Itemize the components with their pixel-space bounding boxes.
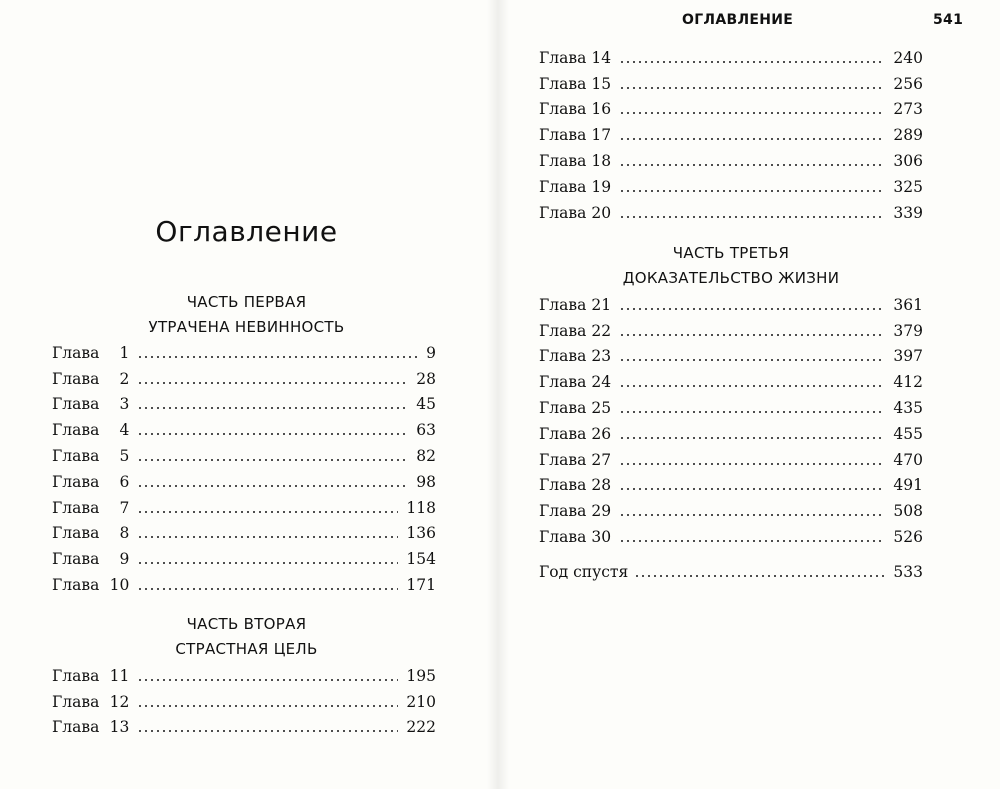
toc-entry — [539, 524, 923, 550]
dot-leader — [137, 484, 408, 488]
dot-leader — [619, 215, 885, 219]
chapter-word: Глава — [539, 502, 587, 521]
chapter-label — [52, 550, 131, 568]
chapter-label — [539, 502, 613, 520]
chapter-label — [52, 499, 131, 517]
chapter-page: 28 — [416, 369, 436, 388]
toc-entry — [539, 395, 923, 421]
chapter-word: Глава — [52, 718, 100, 737]
toc-entry — [52, 443, 436, 469]
toc-entry — [52, 715, 436, 741]
part-three-label: ЧАСТЬ ТРЕТЬЯ — [672, 244, 790, 262]
chapter-label — [539, 399, 613, 417]
chapter-word: Глава — [539, 373, 587, 392]
chapter-page: 82 — [416, 447, 436, 466]
chapter-number: 24 — [591, 373, 612, 392]
dot-leader — [619, 60, 885, 64]
chapter-number: 23 — [591, 347, 612, 366]
chapter-page: 339 — [893, 203, 923, 222]
chapter-word: Глава — [539, 399, 587, 418]
chapter-page: 136 — [406, 524, 436, 543]
page-gutter — [487, 0, 509, 789]
chapter-number: 13 — [109, 718, 130, 737]
epilogue-entry-list — [539, 559, 923, 585]
toc-entry — [539, 97, 923, 123]
chapter-word: Глава — [539, 347, 587, 366]
chapter-word: Глава — [52, 550, 100, 569]
chapter-word: Глава — [52, 421, 100, 440]
dot-leader — [619, 513, 885, 517]
dot-leader — [137, 355, 418, 359]
dot-leader — [619, 307, 885, 311]
chapter-label — [52, 344, 131, 362]
chapter-word: Глава — [52, 369, 100, 388]
chapter-word: Глава — [52, 472, 100, 491]
chapter-label — [52, 718, 131, 736]
chapter-label — [52, 395, 131, 413]
dot-leader — [619, 163, 885, 167]
chapter-word: Глава — [52, 692, 100, 711]
toc-entry — [539, 292, 923, 318]
dot-leader — [619, 111, 885, 115]
epilogue-page: 533 — [893, 562, 923, 581]
part-one-subtitle: УТРАЧЕНА НЕВИННОСТЬ — [148, 318, 345, 336]
part-two-heading — [0, 612, 493, 662]
chapter-page: 325 — [893, 177, 923, 196]
dot-leader — [137, 406, 408, 410]
chapter-number: 11 — [109, 666, 130, 685]
dot-leader — [137, 704, 398, 708]
chapter-page: 63 — [416, 421, 436, 440]
chapter-word: Глава — [52, 576, 100, 595]
dot-leader — [619, 86, 885, 90]
chapter-label — [52, 473, 131, 491]
dot-leader — [137, 535, 398, 539]
part-one-heading — [0, 290, 493, 340]
running-head-page-number: 541 — [933, 12, 964, 28]
chapter-page: 195 — [406, 666, 436, 685]
chapter-label — [539, 49, 613, 67]
chapter-label — [52, 576, 131, 594]
chapter-label — [539, 425, 613, 443]
dot-leader — [137, 458, 408, 462]
toc-entry — [539, 45, 923, 71]
chapter-number: 29 — [591, 502, 612, 521]
chapter-number: 21 — [591, 295, 612, 314]
chapter-page: 412 — [893, 373, 923, 392]
toc-entry — [52, 689, 436, 715]
chapter-label — [539, 373, 613, 391]
chapter-page: 222 — [406, 718, 436, 737]
part-three-heading — [539, 241, 923, 291]
chapter-number: 22 — [591, 321, 612, 340]
chapter-number: 14 — [591, 48, 612, 67]
dot-leader — [619, 487, 885, 491]
chapter-label — [539, 75, 613, 93]
toc-entry — [52, 417, 436, 443]
chapter-number: 2 — [119, 369, 130, 388]
dot-leader — [619, 436, 885, 440]
toc-entry — [539, 318, 923, 344]
dot-leader — [619, 333, 885, 337]
part-one-label: ЧАСТЬ ПЕРВАЯ — [186, 293, 307, 311]
dot-leader — [137, 510, 398, 514]
dot-leader — [137, 381, 408, 385]
chapter-number: 27 — [591, 450, 612, 469]
chapter-label — [539, 476, 613, 494]
toc-entry — [52, 366, 436, 392]
toc-entry — [52, 546, 436, 572]
chapter-number: 4 — [119, 421, 130, 440]
chapter-number: 15 — [591, 74, 612, 93]
toc-entry — [52, 495, 436, 521]
chapter-page: 9 — [426, 343, 436, 362]
chapter-number: 3 — [119, 395, 130, 414]
chapter-number: 25 — [591, 399, 612, 418]
part-two-label: ЧАСТЬ ВТОРАЯ — [186, 615, 307, 633]
chapter-number: 9 — [119, 550, 130, 569]
chapter-label — [539, 347, 613, 365]
chapter-number: 19 — [591, 177, 612, 196]
chapter-number: 30 — [591, 528, 612, 547]
chapter-page: 306 — [893, 152, 923, 171]
toc-entry — [52, 663, 436, 689]
chapter-number: 20 — [591, 203, 612, 222]
chapter-word: Глава — [52, 524, 100, 543]
chapter-page: 118 — [406, 498, 436, 517]
chapter-page: 273 — [893, 100, 923, 119]
toc-entry — [539, 447, 923, 473]
running-head-title: ОГЛАВЛЕНИЕ — [682, 12, 794, 28]
dot-leader — [619, 462, 885, 466]
chapter-word: Глава — [539, 126, 587, 145]
chapter-label — [539, 100, 613, 118]
part-two-chapter-list-right — [539, 45, 923, 226]
toc-entry — [539, 174, 923, 200]
chapter-number: 8 — [119, 524, 130, 543]
chapter-word: Глава — [539, 152, 587, 171]
dot-leader — [137, 587, 398, 591]
toc-entry — [539, 122, 923, 148]
chapter-number: 12 — [109, 692, 130, 711]
chapter-page: 379 — [893, 321, 923, 340]
chapter-page: 98 — [416, 472, 436, 491]
chapter-page: 491 — [893, 476, 923, 495]
chapter-page: 470 — [893, 450, 923, 469]
toc-entry — [539, 200, 923, 226]
chapter-label — [52, 667, 131, 685]
chapter-word: Глава — [539, 528, 587, 547]
toc-entry-epilogue — [539, 559, 923, 585]
dot-leader — [619, 539, 885, 543]
chapter-page: 361 — [893, 295, 923, 314]
chapter-word: Глава — [52, 498, 100, 517]
chapter-label — [539, 178, 613, 196]
chapter-word: Глава — [539, 476, 587, 495]
chapter-word: Глава — [539, 177, 587, 196]
toc-entry — [52, 521, 436, 547]
toc-entry — [52, 340, 436, 366]
chapter-number: 18 — [591, 152, 612, 171]
dot-leader — [137, 678, 398, 682]
dot-leader — [137, 432, 408, 436]
toc-entry — [539, 71, 923, 97]
dot-leader — [619, 189, 885, 193]
chapter-page: 154 — [406, 550, 436, 569]
toc-entry — [539, 148, 923, 174]
chapter-page: 508 — [893, 502, 923, 521]
chapter-label — [52, 693, 131, 711]
part-three-chapter-list — [539, 292, 923, 550]
chapter-page: 435 — [893, 399, 923, 418]
chapter-word: Глава — [539, 321, 587, 340]
chapter-number: 6 — [119, 472, 130, 491]
toc-entry — [52, 572, 436, 598]
chapter-label — [52, 421, 131, 439]
toc-entry — [52, 392, 436, 418]
chapter-label — [539, 152, 613, 170]
chapter-page: 171 — [406, 576, 436, 595]
chapter-word: Глава — [52, 395, 100, 414]
chapter-number: 28 — [591, 476, 612, 495]
part-two-subtitle: СТРАСТНАЯ ЦЕЛЬ — [175, 640, 318, 658]
chapter-page: 455 — [893, 424, 923, 443]
chapter-label — [52, 447, 131, 465]
chapter-page: 397 — [893, 347, 923, 366]
dot-leader — [619, 410, 885, 414]
chapter-word: Глава — [539, 48, 587, 67]
dot-leader — [137, 729, 398, 733]
chapter-word: Глава — [52, 343, 100, 362]
chapter-label — [539, 204, 613, 222]
chapter-label — [539, 528, 613, 546]
toc-entry — [539, 473, 923, 499]
chapter-page: 289 — [893, 126, 923, 145]
chapter-label — [539, 451, 613, 469]
dot-leader — [619, 358, 885, 362]
toc-title: Оглавление — [155, 215, 338, 248]
chapter-number: 17 — [591, 126, 612, 145]
part-one-chapter-list — [52, 340, 436, 598]
chapter-page: 210 — [406, 692, 436, 711]
chapter-word: Глава — [539, 450, 587, 469]
dot-leader — [619, 384, 885, 388]
chapter-word: Глава — [539, 203, 587, 222]
chapter-label — [539, 296, 613, 314]
chapter-word: Глава — [52, 447, 100, 466]
part-two-chapter-list-left — [52, 663, 436, 740]
chapter-number: 16 — [591, 100, 612, 119]
part-three-subtitle: ДОКАЗАТЕЛЬСТВО ЖИЗНИ — [622, 269, 840, 287]
chapter-word: Глава — [539, 74, 587, 93]
epilogue-label: Год спустя — [539, 562, 629, 581]
chapter-word: Глава — [52, 666, 100, 685]
chapter-number: 10 — [109, 576, 130, 595]
chapter-label — [52, 524, 131, 542]
chapter-label — [539, 322, 613, 340]
chapter-number: 7 — [119, 498, 130, 517]
chapter-word: Глава — [539, 100, 587, 119]
chapter-page: 526 — [893, 528, 923, 547]
chapter-page: 45 — [416, 395, 436, 414]
chapter-label — [52, 370, 131, 388]
chapter-page: 240 — [893, 48, 923, 67]
dot-leader — [137, 561, 398, 565]
chapter-page: 256 — [893, 74, 923, 93]
chapter-number: 1 — [119, 343, 130, 362]
chapter-word: Глава — [539, 424, 587, 443]
dot-leader — [634, 574, 885, 578]
chapter-label — [539, 126, 613, 144]
chapter-number: 26 — [591, 424, 612, 443]
toc-entry — [539, 369, 923, 395]
dot-leader — [619, 137, 885, 141]
chapter-number: 5 — [119, 447, 130, 466]
chapter-word: Глава — [539, 295, 587, 314]
toc-entry — [539, 421, 923, 447]
toc-entry — [539, 498, 923, 524]
toc-entry — [539, 344, 923, 370]
toc-entry — [52, 469, 436, 495]
